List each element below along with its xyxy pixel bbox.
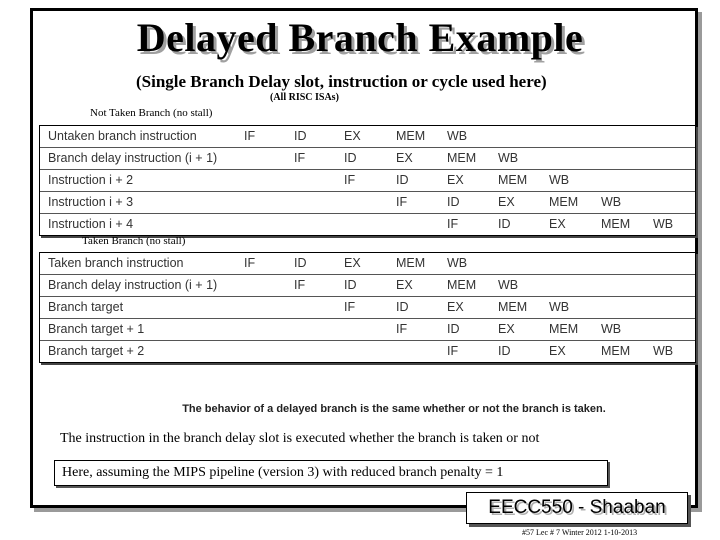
pipeline-stage: IF bbox=[294, 278, 306, 292]
assumption-box bbox=[54, 460, 608, 486]
pipeline-row-label: Branch target bbox=[48, 300, 124, 314]
pipeline-stage: WB bbox=[653, 344, 674, 358]
pipeline-stage: EX bbox=[344, 256, 361, 270]
pipeline-stage: MEM bbox=[396, 256, 426, 270]
pipeline-stage: IF bbox=[344, 173, 356, 187]
pipeline-stage: EX bbox=[549, 344, 566, 358]
assumption-note: Here, assuming the MIPS pipeline (version 3) with reduced branch penalty = 1 bbox=[62, 465, 504, 480]
pipeline-row bbox=[40, 148, 695, 170]
pipeline-row-label: Instruction i + 3 bbox=[48, 195, 134, 209]
pipeline-stage: WB bbox=[601, 195, 622, 209]
slide-footer: #57 Lec # 7 Winter 2012 1-10-2013 bbox=[522, 528, 638, 537]
pipeline-stage: MEM bbox=[498, 173, 528, 187]
pipeline-stage: IF bbox=[396, 322, 408, 336]
pipeline-stage: EX bbox=[447, 300, 464, 314]
pipeline-row bbox=[40, 126, 695, 148]
pipeline-stage: IF bbox=[294, 151, 306, 165]
taken-label: Taken Branch (no stall) bbox=[82, 235, 186, 247]
pipeline-stage: WB bbox=[549, 300, 570, 314]
pipeline-stage: MEM bbox=[549, 195, 579, 209]
pipeline-stage: ID bbox=[498, 217, 511, 231]
pipeline-stage: MEM bbox=[601, 217, 631, 231]
pipeline-stage: MEM bbox=[447, 278, 477, 292]
pipeline-stage: WB bbox=[447, 129, 468, 143]
not-taken-pipeline-table bbox=[39, 125, 696, 236]
pipeline-row-label: Instruction i + 2 bbox=[48, 173, 134, 187]
pipeline-stage: ID bbox=[498, 344, 511, 358]
pipeline-row bbox=[40, 319, 695, 341]
pipeline-stage: EX bbox=[549, 217, 566, 231]
pipeline-row bbox=[40, 253, 695, 275]
pipeline-stage: ID bbox=[447, 195, 460, 209]
pipeline-row-label: Branch target + 1 bbox=[48, 322, 145, 336]
pipeline-stage: WB bbox=[549, 173, 570, 187]
pipeline-stage: MEM bbox=[498, 300, 528, 314]
pipeline-stage: IF bbox=[344, 300, 356, 314]
pipeline-stage: EX bbox=[498, 322, 515, 336]
pipeline-stage: WB bbox=[447, 256, 468, 270]
pipeline-row-label: Branch target + 2 bbox=[48, 344, 145, 358]
pipeline-stage: MEM bbox=[601, 344, 631, 358]
not-taken-label: Not Taken Branch (no stall) bbox=[90, 107, 213, 119]
pipeline-stage: WB bbox=[653, 217, 674, 231]
pipeline-row-label: Branch delay instruction (i + 1) bbox=[48, 151, 218, 165]
pipeline-row bbox=[40, 341, 695, 362]
delay-slot-note: The instruction in the branch delay slot is executed whether the branch is taken or not bbox=[60, 431, 540, 446]
pipeline-stage: IF bbox=[447, 344, 459, 358]
pipeline-stage: ID bbox=[396, 300, 409, 314]
pipeline-row bbox=[40, 214, 695, 235]
pipeline-stage: IF bbox=[244, 256, 256, 270]
slide-title: Delayed Branch Example bbox=[136, 15, 584, 60]
pipeline-row-label: Instruction i + 4 bbox=[48, 217, 134, 231]
pipeline-stage: MEM bbox=[549, 322, 579, 336]
table-caption: The behavior of a delayed branch is the same whether or not the branch is taken. bbox=[182, 403, 606, 415]
pipeline-stage: ID bbox=[344, 151, 357, 165]
course-badge-text: EECC550 - Shaaban bbox=[488, 497, 666, 518]
pipeline-stage: MEM bbox=[396, 129, 426, 143]
slide-subtitle: (Single Branch Delay slot, instruction or cycle used here) bbox=[136, 72, 547, 91]
pipeline-row-label: Branch delay instruction (i + 1) bbox=[48, 278, 218, 292]
pipeline-stage: ID bbox=[294, 256, 307, 270]
pipeline-stage: EX bbox=[396, 151, 413, 165]
pipeline-stage: WB bbox=[601, 322, 622, 336]
pipeline-row-label: Taken branch instruction bbox=[48, 256, 184, 270]
pipeline-stage: IF bbox=[396, 195, 408, 209]
pipeline-stage: ID bbox=[396, 173, 409, 187]
pipeline-row bbox=[40, 192, 695, 214]
pipeline-stage: MEM bbox=[447, 151, 477, 165]
pipeline-stage: IF bbox=[244, 129, 256, 143]
pipeline-stage: EX bbox=[447, 173, 464, 187]
pipeline-stage: WB bbox=[498, 151, 519, 165]
pipeline-row-label: Untaken branch instruction bbox=[48, 129, 197, 143]
pipeline-row bbox=[40, 275, 695, 297]
pipeline-stage: WB bbox=[498, 278, 519, 292]
pipeline-stage: IF bbox=[447, 217, 459, 231]
slide-subnote: (All RISC ISAs) bbox=[270, 92, 339, 103]
taken-pipeline-table bbox=[39, 252, 696, 363]
pipeline-stage: ID bbox=[344, 278, 357, 292]
pipeline-stage: EX bbox=[396, 278, 413, 292]
pipeline-row bbox=[40, 170, 695, 192]
pipeline-row bbox=[40, 297, 695, 319]
pipeline-stage: EX bbox=[344, 129, 361, 143]
pipeline-stage: ID bbox=[294, 129, 307, 143]
pipeline-stage: ID bbox=[447, 322, 460, 336]
course-badge bbox=[466, 492, 688, 524]
pipeline-stage: EX bbox=[498, 195, 515, 209]
